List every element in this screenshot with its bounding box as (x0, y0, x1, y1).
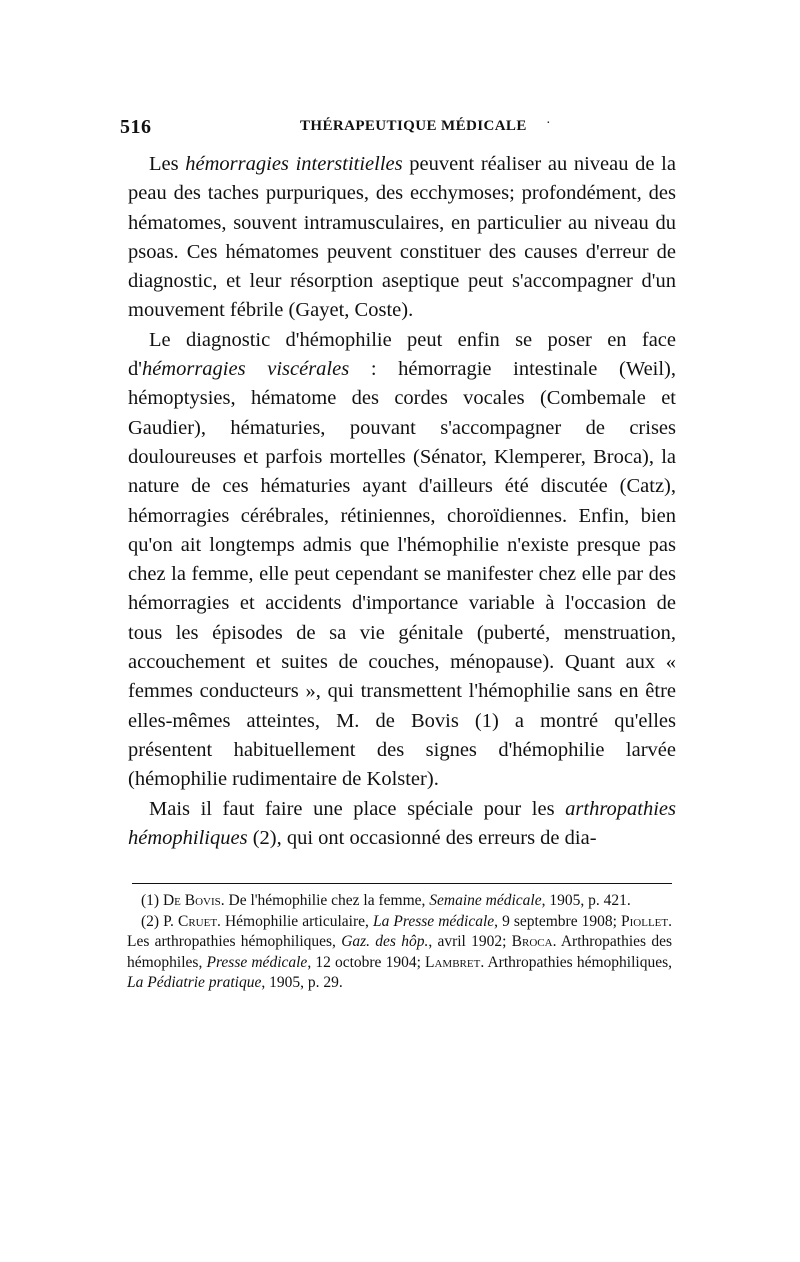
footnote-text: , 1905, p. 29. (261, 974, 343, 991)
footnotes (127, 891, 672, 994)
footnote-text: , avril 1902; (428, 933, 512, 950)
paragraph-text: peuvent réaliser au niveau de la peau des taches purpuriques, des ecchymoses; profondément, des hématomes, souvent intramusculaires, en particulier au niveau du psoas. Ces hématomes peuvent constituer des causes d'erreur de diagnostic, et leur résorption aseptique peut s'accompagner d'un mouvement fébrile (Gayet, Coste). (128, 153, 676, 322)
footnote-journal: Presse médicale (206, 953, 308, 971)
page-number: 516 (120, 116, 152, 138)
footnote-journal: La Pédiatrie pratique (127, 974, 262, 991)
page-header (120, 116, 675, 140)
footnote-author: De Bovis (162, 892, 221, 909)
footnote-author: P. Cruet (163, 912, 218, 930)
paragraph-text: Mais il faut faire une place spéciale pour les (149, 797, 566, 820)
paragraph-text: : hémorragie intestinale (Weil), hémoptysies, hématome des cordes vocales (Combemale et Gaudier), hématuries, pouvant s'accompagner de crises douloureuses et parfois mortelles (Sénator, Klemperer, Broca), la nature de ces hématuries ayant d'ailleurs été discutée (Catz), hémorragies cérébrales, rétiniennes, choroïdiennes. Enfin, bien qu'on ait longtemps admis que l'hémophilie n'existe presque pas chez la femme, elle peut cependant se manifester chez elle par des hémorragies et accidents d'importance variable à l'occasion de tous les épisodes de sa vie génitale (puberté, menstruation, accouchement et suites de couches, ménopause). Quant aux « femmes conducteurs », qui transmettent l'hémophilie sans en être elles-mêmes atteintes, M. de Bovis (1) a montré qu'elles présentent habituellement des signes d'hémophilie larvée (hémophilie rudimentaire de Kolster). (128, 358, 677, 791)
paragraph (128, 150, 676, 326)
footnote (127, 912, 672, 994)
footnote-number: (2) (141, 912, 164, 930)
footnote-journal: Gaz. des hôp. (341, 933, 429, 950)
italic-term: hémorragies interstitielles (185, 153, 403, 175)
footnote-text: . Les arthropathies hémophiliques, (127, 912, 672, 950)
footnote-text: . Arthropathies hémophiliques, (480, 953, 672, 971)
italic-term: arthropathies hémophiliques (128, 797, 676, 849)
footnote-text: , 9 septembre 1908; (494, 912, 622, 930)
footnote-text: . De l'hémophilie chez la femme, (220, 892, 430, 909)
footnote-text: . Hémophilie articulaire, (217, 912, 373, 930)
footnote-text: , 12 octobre 1904; (307, 953, 426, 971)
paragraph-text: (2), qui ont occasionné des erreurs de dia- (247, 826, 597, 849)
paragraph-text: Le diagnostic d'hémophilie peut enfin se poser en face d' (128, 328, 676, 381)
footnote (127, 891, 672, 912)
paragraph (128, 795, 676, 854)
footnote-text: , 1905, p. 421. (541, 892, 631, 909)
footnote-journal: Semaine médicale (429, 892, 542, 909)
footnote-author: Broca (511, 933, 553, 950)
footnote-rule (132, 883, 672, 884)
paragraph-text: Les (149, 153, 186, 175)
body-text (128, 150, 676, 853)
running-head: THÉRAPEUTIQUE MÉDICALE (300, 118, 527, 134)
footnote-number: (1) (141, 892, 163, 909)
header-mark: · (546, 116, 551, 131)
footnote-author: Lambret (425, 953, 481, 971)
italic-term: hémorragies viscérales (141, 358, 350, 381)
footnote-journal: La Presse médicale (372, 912, 495, 930)
footnote-text: . Arthropathies des hémophiles, (127, 933, 672, 971)
footnote-author: Piollet (621, 912, 669, 930)
paragraph (128, 326, 676, 795)
